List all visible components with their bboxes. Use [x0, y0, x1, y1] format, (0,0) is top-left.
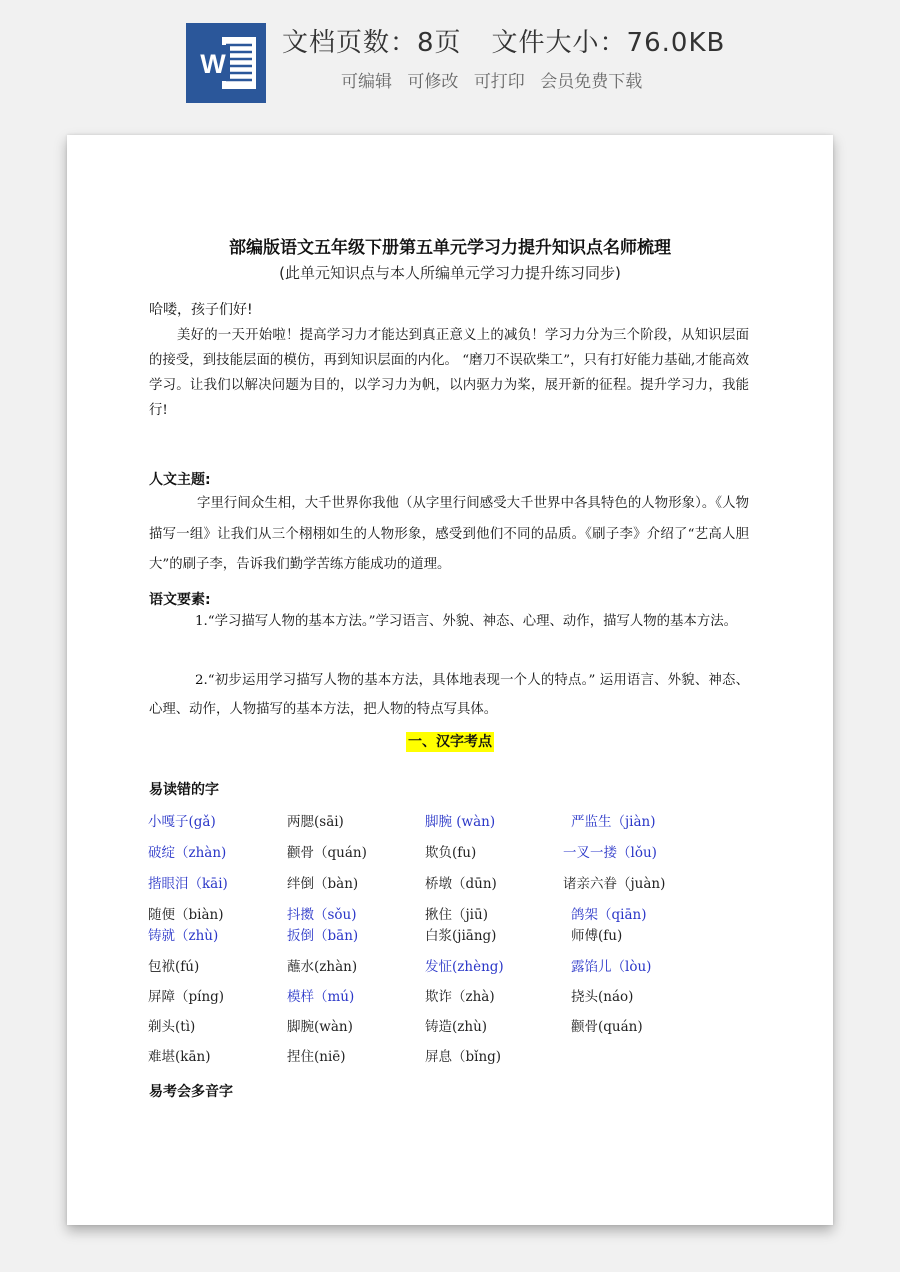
vocab-item: 脚腕 (wàn) [425, 814, 496, 830]
feature-list [341, 67, 642, 92]
vocab-item: 小嘎子(gǎ) [148, 814, 216, 830]
file-info [282, 22, 725, 59]
vocab-item: 难堪(kān) [148, 1049, 211, 1065]
vocab-item: 颧骨（quán) [287, 845, 367, 861]
document-subtitle: (此单元知识点与本人所编单元学习力提升练习同步) [279, 264, 621, 282]
vocab-item: 屏息（bǐng) [425, 1049, 502, 1065]
elements-heading: 语文要素: [149, 592, 211, 608]
vocab-item: 模样（mú) [287, 989, 355, 1005]
word-icon-letter: W [200, 49, 226, 79]
file-size: 文件大小：76.0KB [491, 28, 726, 58]
vocab-item: 两腮(sāi) [287, 814, 344, 830]
theme-heading: 人文主题: [149, 472, 211, 488]
element-item-2: 2.“初步运用学习描写人物的基本方法，具体地表现一个人的特点。” 运用语言、外貌、神态、心理、动作，人物描写的基本方法，把人物的特点写具体。 [149, 673, 749, 717]
vocab-item: 发怔(zhèng) [425, 959, 504, 975]
vocab-item: 包袱(fú) [148, 959, 200, 975]
vocab-item: 扳倒（bān) [287, 928, 359, 944]
vocab-item: 露馅儿（lòu) [571, 959, 652, 975]
vocab-item: 桥墩（dūn) [425, 876, 497, 892]
greeting: 哈喽，孩子们好! [149, 302, 253, 318]
vocab-item: 挠头(náo) [571, 989, 634, 1005]
word-document-icon [186, 23, 266, 103]
vocab-item: 随便（biàn) [148, 907, 224, 923]
vocab-item: 严监生（jiàn) [571, 814, 656, 830]
vocab-item: 诸亲六眷（juàn) [563, 876, 666, 892]
vocab-item: 屏障（píng) [148, 989, 225, 1005]
vocab-item: 剃头(tì) [148, 1019, 196, 1035]
document-page [67, 135, 833, 1225]
hanzi-heading: 一、汉字考点 [408, 734, 492, 750]
vocab-item: 蘸水(zhàn) [287, 959, 358, 975]
vocab-item: 欺诈（zhà) [425, 989, 495, 1005]
polyphone-heading: 易考会多音字 [149, 1084, 233, 1100]
vocab-item: 师傅(fu) [571, 928, 623, 944]
feature-printable: 可打印 [473, 72, 525, 92]
feature-editable: 可编辑 [341, 72, 392, 92]
download-banner [0, 0, 900, 120]
vocab-item: 破绽（zhàn) [148, 845, 227, 861]
page-count: 文档页数：8页 [282, 28, 462, 58]
vocab-item: 欺负(fu) [425, 845, 477, 861]
vocab-item: 鸽架（qiān) [571, 907, 647, 923]
theme-paragraph: 字里行间众生相，大千世界你我他（从字里行间感受大千世界中各具特色的人物形象）。《人物描写一组》让我们从三个栩栩如生的人物形象，感受到他们不同的品质。《刷子李》介绍了“艺高人胆大”的刷子李，告诉我们勤学苦练方能成功的道理。 [149, 496, 749, 572]
document-title: 部编版语文五年级下册第五单元学习力提升知识点名师梳理 [229, 238, 671, 258]
vocab-item: 铸造(zhù) [425, 1019, 488, 1035]
vocab-item: 揪住（jiū) [425, 907, 488, 923]
vocab-item: 一叉一搂（lǒu) [563, 845, 657, 861]
vocab-item: 抖擞（sǒu) [287, 907, 357, 923]
vocab-item: 绊倒（bàn) [287, 876, 359, 892]
vocab-item: 捏住(niē) [287, 1049, 346, 1065]
hanzi-heading-wrap [67, 731, 833, 751]
vocab-item: 揩眼泪（kāi) [148, 876, 228, 892]
vocab-item: 颧骨(quán) [571, 1019, 643, 1035]
vocab-item: 脚腕(wàn) [287, 1019, 353, 1035]
feature-modifiable: 可修改 [407, 72, 459, 92]
vocab-item: 铸就（zhù) [148, 928, 219, 944]
misread-heading: 易读错的字 [149, 782, 219, 798]
feature-free-download: 会员免费下载 [540, 72, 643, 92]
vocab-item: 白浆(jiāng) [425, 928, 497, 944]
element-item-1: 1.“学习描写人物的基本方法。”学习语言、外貌、神态、心理、动作，描写人物的基本方法。 [195, 614, 737, 629]
intro-paragraph: 美好的一天开始啦！提高学习力才能达到真正意义上的减负！学习力分为三个阶段，从知识层面的接受，到技能层面的模仿，再到知识层面的内化。 “磨刀不误砍柴工”，只有打好能力基础,才能高效学习。让我们以解决问题为目的，以学习力为帆，以内驱力为桨，展开新的征程。提升学习力，我能行! [149, 328, 749, 418]
